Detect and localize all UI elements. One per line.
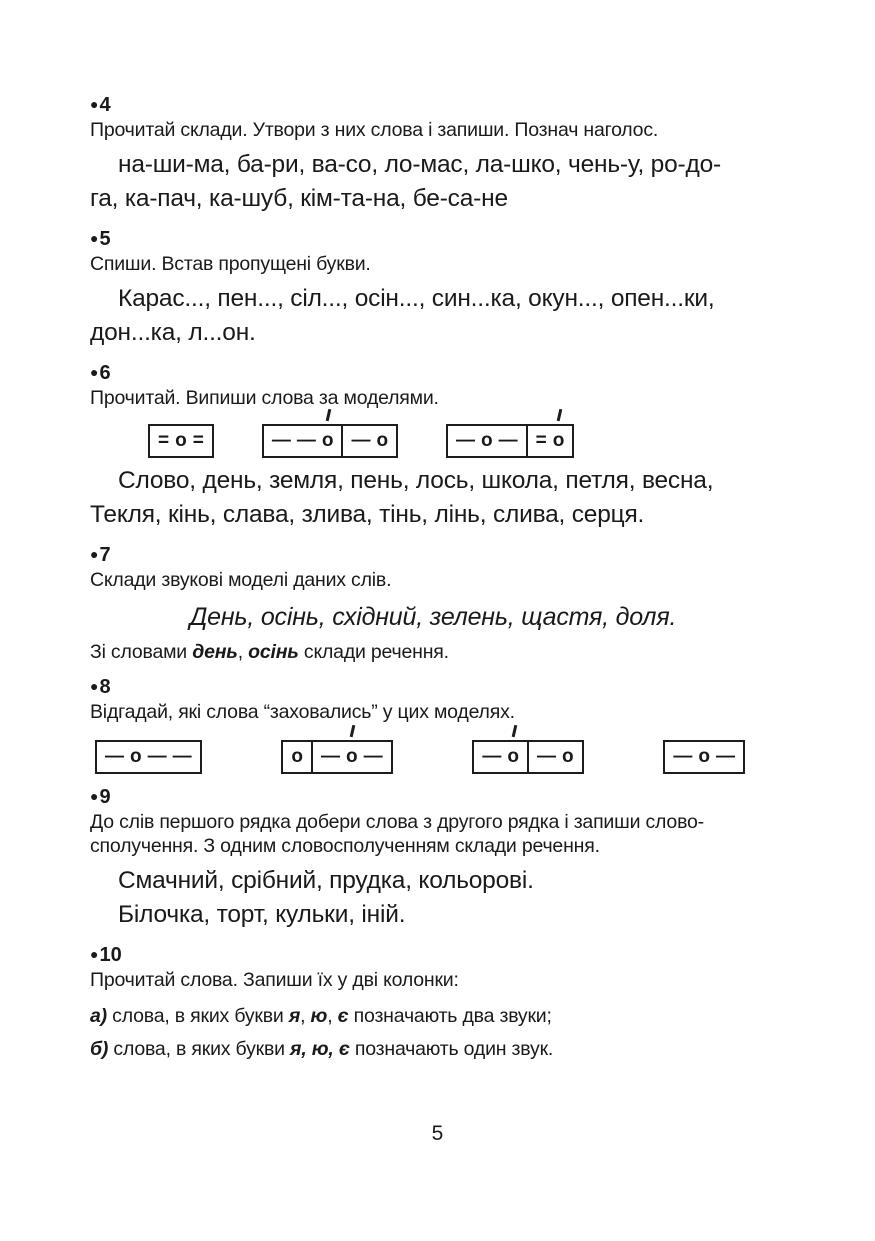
bullet-icon: ●: [90, 678, 99, 694]
exercise-8: [90, 676, 790, 774]
model-syllable-cell: [150, 426, 212, 456]
text-segment: осінь: [248, 641, 299, 663]
bullet-icon: ●: [90, 546, 99, 562]
exercise-6: [90, 362, 790, 532]
vowel-symbol: о: [130, 746, 142, 767]
list-item-b: [90, 1037, 790, 1061]
consonant-symbol: —: [456, 430, 476, 451]
sound-model-box: [446, 424, 574, 458]
exercise-10: [90, 944, 790, 1061]
sound-model-box: [262, 424, 398, 458]
consonant-symbol: —: [105, 746, 124, 767]
consonant-symbol: —: [321, 746, 340, 767]
word-list-italic: День, осінь, східний, зелень, щастя, доля.: [189, 603, 677, 631]
text-segment: слова, в яких букви: [112, 1005, 289, 1027]
exercise-number: [90, 944, 790, 966]
consonant-symbol: —: [363, 746, 383, 767]
text-line: Карас..., пен..., сіл..., осін..., син...ка, окун..., опен...ки,: [118, 285, 715, 312]
instruction-text: Прочитай склади. Утвори з них слова і запиши. Познач наголос.: [90, 119, 659, 141]
instruction-text: Спиши. Встав пропущені букви.: [90, 253, 371, 275]
exercise-number-label: 6: [99, 361, 111, 384]
vowel-symbol: о: [291, 746, 303, 767]
text-line: га, ка-пач, ка-шуб, кім-та-на, бе-са-не: [90, 185, 508, 212]
text-segment: Зі словами: [90, 641, 193, 663]
exercise-number: [90, 362, 790, 384]
text-segment: а): [90, 1005, 113, 1027]
model-syllable-cell: [97, 742, 200, 772]
exercise-number: [90, 786, 790, 808]
page-number: 5: [431, 1122, 444, 1145]
bullet-icon: ●: [90, 364, 99, 380]
exercise-4: [90, 94, 790, 216]
consonant-symbol: —: [351, 430, 371, 451]
bullet-icon: ●: [90, 230, 99, 246]
consonant-symbol: —: [172, 746, 192, 767]
text-line: Білочка, торт, кульки, іній.: [118, 901, 406, 928]
sound-models-row: [148, 424, 790, 458]
bullet-icon: ●: [90, 946, 99, 962]
text-segment: б): [90, 1038, 114, 1060]
instruction-text: Прочитай. Випиши слова за моделями.: [90, 387, 439, 409]
text-segment: ,: [237, 641, 249, 663]
instruction-text: Відгадай, які слова “заховались” у цих моделях.: [90, 701, 515, 723]
model-syllable-cell: [311, 742, 391, 772]
exercise-number-label: 9: [99, 785, 111, 808]
text-segment: я, ю, є: [290, 1038, 350, 1060]
text-line: Слово, день, земля, пень, лось, школа, петля, весна,: [118, 467, 714, 494]
vowel-symbol-stressed: о: [321, 430, 334, 451]
soft-consonant-symbol: =: [158, 430, 170, 451]
exercise-number-label: 10: [99, 943, 122, 966]
soft-consonant-symbol: =: [192, 430, 204, 451]
model-syllable-cell: [341, 426, 396, 456]
followup-text: [90, 640, 790, 664]
exercise-body: [90, 282, 790, 350]
vowel-symbol: о: [698, 746, 710, 767]
vowel-symbol: о: [562, 746, 574, 767]
text-segment: є: [337, 1005, 349, 1027]
consonant-symbol: —: [147, 746, 167, 767]
model-syllable-cell: [448, 426, 526, 456]
text-line: Смачний, срібний, прудка, кольорові.: [118, 867, 534, 894]
sound-model-box: [472, 740, 583, 774]
text-line: Текля, кінь, слава, злива, тінь, лінь, слива, серця.: [90, 501, 645, 528]
vowel-symbol-stressed: о: [552, 430, 565, 451]
exercise-body: [90, 148, 790, 216]
model-syllable-cell: [526, 426, 573, 456]
consonant-symbol: —: [296, 430, 316, 451]
text-line: на-ши-ма, ба-ри, ва-со, ло-мас, ла-шко, чень-у, ро-до-: [118, 151, 721, 178]
exercise-number-label: 7: [99, 543, 111, 566]
exercise-body: [90, 864, 790, 932]
instruction-line: сполучення. З одним словосполученням склади речення.: [90, 835, 600, 857]
exercise-number: [90, 544, 790, 566]
exercise-number-label: 4: [99, 93, 111, 116]
consonant-symbol: —: [716, 746, 735, 767]
instruction-text: Склади звукові моделі даних слів.: [90, 569, 392, 591]
model-syllable-cell: [264, 426, 342, 456]
consonant-symbol: —: [482, 746, 502, 767]
sound-model-box: [663, 740, 745, 774]
text-segment: слова, в яких букви: [113, 1038, 291, 1060]
vowel-symbol: о: [175, 430, 187, 451]
exercise-number: [90, 676, 790, 698]
text-line: дон...ка, л...он.: [90, 319, 256, 346]
exercise-number: [90, 94, 790, 116]
consonant-symbol: —: [271, 430, 291, 451]
list-item-a: [90, 1004, 790, 1028]
consonant-symbol: —: [537, 746, 556, 767]
text-segment: позначають один звук.: [349, 1038, 554, 1060]
instruction-text: Прочитай слова. Запиши їх у дві колонки:: [90, 969, 459, 991]
text-segment: ю: [310, 1005, 328, 1027]
sound-model-box: [148, 424, 214, 458]
text-segment: позначають два звуки;: [348, 1005, 552, 1027]
bullet-icon: ●: [90, 788, 99, 804]
exercise-number-label: 8: [99, 675, 111, 698]
instruction-line: До слів першого рядка добери слова з другого рядка і запиши слово-: [90, 811, 704, 833]
exercise-5: [90, 228, 790, 350]
vowel-symbol: о: [481, 430, 493, 451]
exercise-number: [90, 228, 790, 250]
vowel-symbol-stressed: о: [346, 746, 358, 767]
sound-models-row: [95, 740, 745, 774]
model-syllable-cell: [527, 742, 582, 772]
consonant-symbol: —: [498, 430, 518, 451]
exercise-body: [90, 464, 790, 532]
exercise-9: [90, 786, 790, 932]
instruction-text: [90, 810, 790, 858]
consonant-symbol: —: [673, 746, 693, 767]
vowel-symbol: о: [376, 430, 389, 451]
text-segment: день: [192, 641, 238, 663]
text-segment: ,: [300, 1005, 311, 1027]
exercise-number-label: 5: [99, 227, 111, 250]
exercise-7: [90, 544, 790, 664]
model-syllable-cell: [474, 742, 527, 772]
text-segment: склади речення.: [298, 641, 449, 663]
soft-consonant-symbol: =: [535, 430, 547, 451]
text-segment: я: [288, 1005, 301, 1027]
sound-model-box: [281, 740, 392, 774]
model-syllable-cell: [283, 742, 311, 772]
text-segment: ,: [327, 1005, 338, 1027]
sound-model-box: [95, 740, 202, 774]
vowel-symbol-stressed: о: [507, 746, 519, 767]
bullet-icon: ●: [90, 96, 99, 112]
model-syllable-cell: [665, 742, 743, 772]
